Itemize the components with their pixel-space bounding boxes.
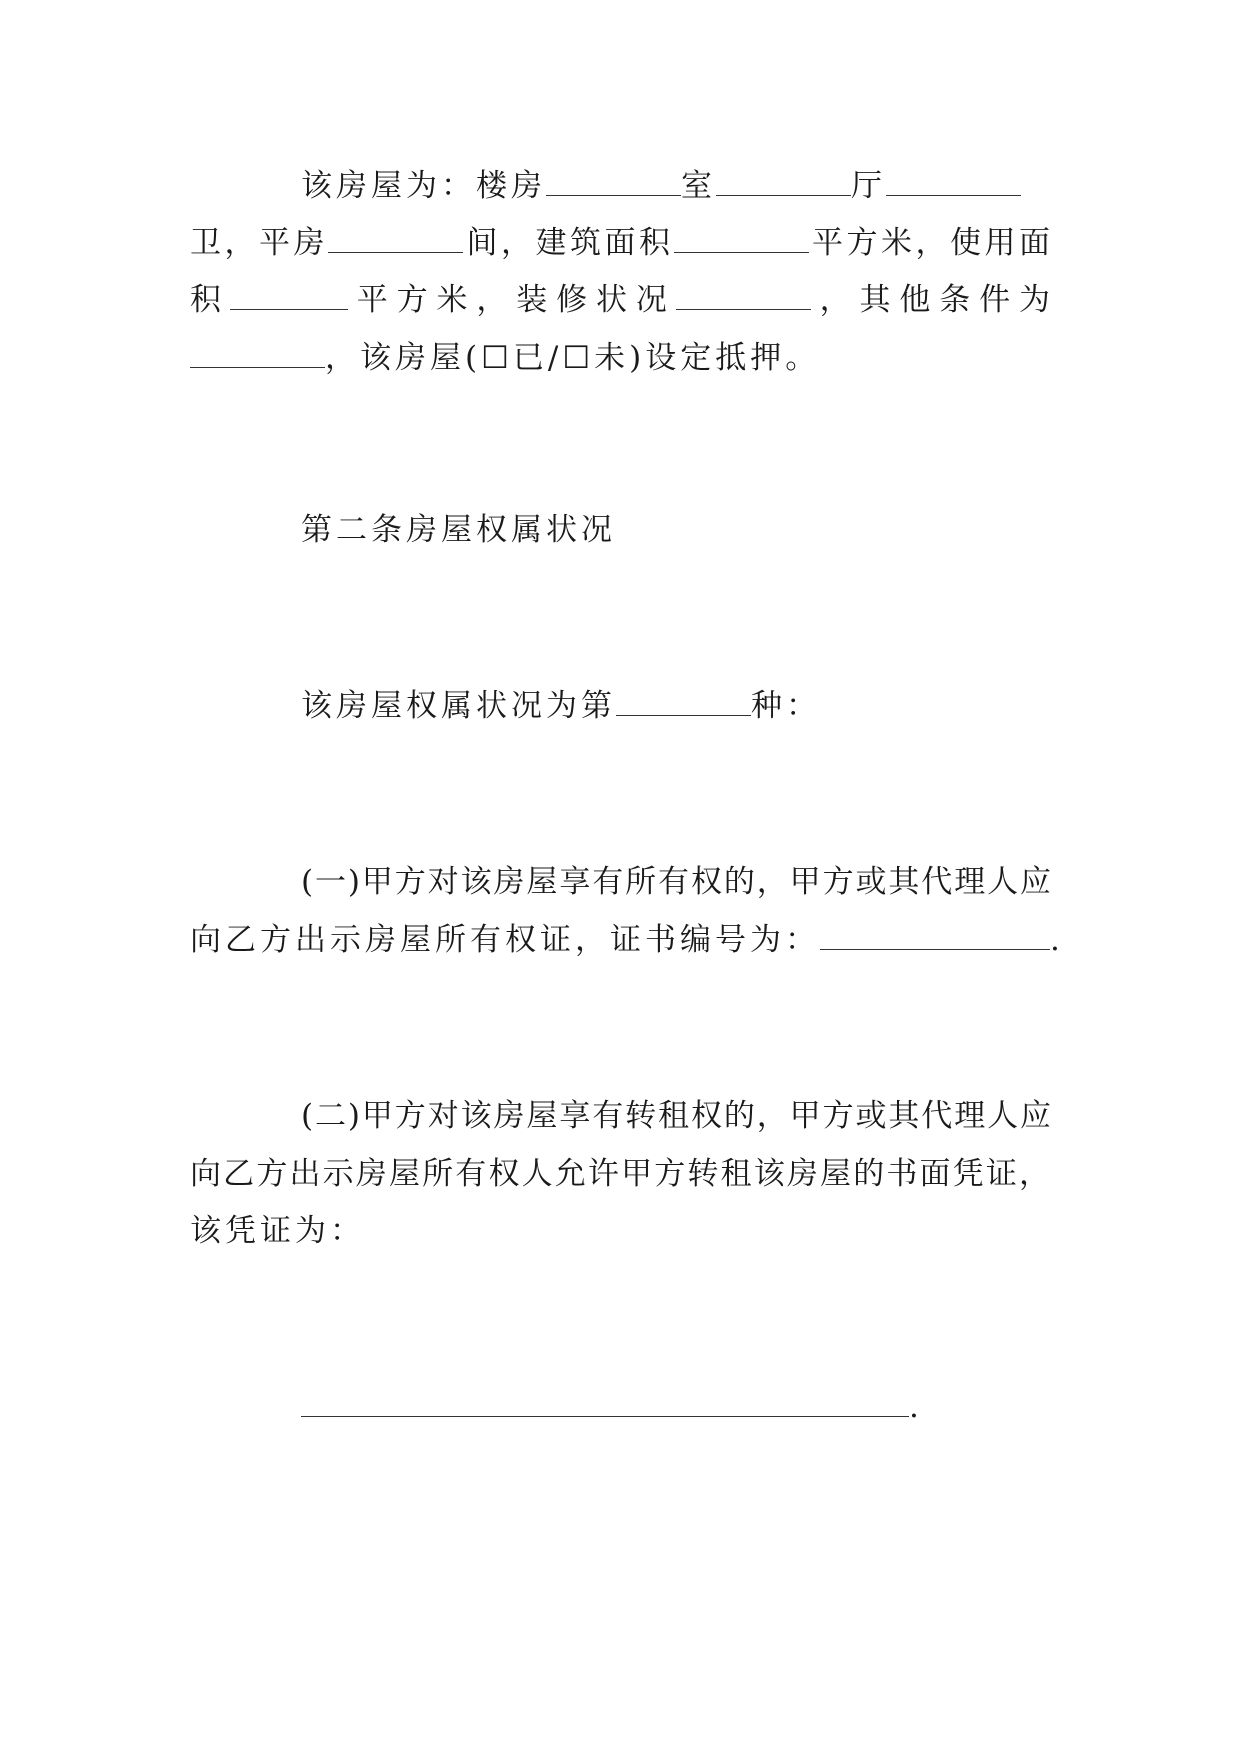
text-segment: .	[909, 1389, 923, 1425]
text-segment: ，其他条件为	[810, 282, 1050, 318]
text-segment: 种：	[751, 688, 821, 724]
clause-one-line-2	[190, 920, 1064, 960]
decoration-status-blank[interactable]	[676, 281, 811, 310]
property-description-line-3	[190, 280, 1050, 320]
voucher-blank[interactable]	[301, 1388, 909, 1417]
clause-one-line-1: (一)甲方对该房屋享有所有权的，甲方或其代理人应	[301, 864, 1051, 900]
text-segment: 该房屋为：楼房	[301, 168, 546, 204]
clause-two-line-1: (二)甲方对该房屋享有转租权的，甲方或其代理人应	[301, 1098, 1051, 1134]
property-description-line-2	[190, 223, 1050, 263]
text-segment: ，该房屋(☐已/☐未)设定抵押。	[325, 340, 821, 376]
floors-blank[interactable]	[546, 167, 681, 196]
property-description-line-1	[301, 166, 1051, 206]
clause-two-line-2: 向乙方出示房屋所有权人允许甲方转租该房屋的书面凭证，	[190, 1156, 1050, 1192]
text-segment: .	[1050, 922, 1064, 958]
property-description-line-4	[190, 338, 1050, 378]
text-segment: 平方米，使用面	[808, 225, 1050, 261]
text-segment: 平方米，装修状况	[347, 282, 676, 318]
other-conditions-blank[interactable]	[190, 339, 325, 368]
text-segment: 厅	[851, 168, 886, 204]
text-segment: 室	[681, 168, 716, 204]
bungalow-rooms-blank[interactable]	[328, 224, 463, 253]
ownership-type-line	[301, 686, 1051, 726]
section-heading: 第二条房屋权属状况	[301, 512, 616, 548]
rooms-blank[interactable]	[716, 167, 851, 196]
text-segment: 该房屋权属状况为第	[301, 688, 616, 724]
text-segment: 积	[190, 282, 230, 318]
usable-area-blank[interactable]	[230, 281, 348, 310]
halls-blank[interactable]	[886, 167, 1021, 196]
ownership-type-blank[interactable]	[616, 687, 751, 716]
certificate-number-blank[interactable]	[820, 921, 1050, 950]
clause-two-line-3: 该凭证为：	[190, 1213, 365, 1249]
text-segment: 间，建筑面积	[463, 225, 674, 261]
floor-area-blank[interactable]	[674, 224, 809, 253]
text-segment: 向乙方出示房屋所有权证，证书编号为：	[190, 922, 820, 958]
voucher-line	[301, 1387, 1051, 1427]
text-segment: 卫，平房	[190, 225, 328, 261]
